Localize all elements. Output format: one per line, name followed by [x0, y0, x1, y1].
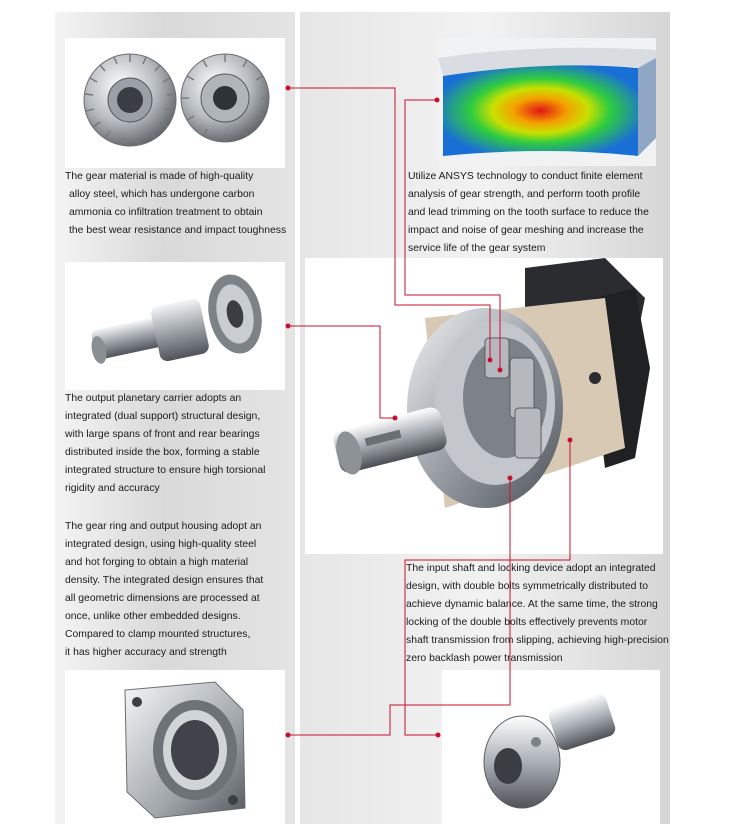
ansys-description	[408, 168, 649, 258]
input-shaft-photo	[442, 670, 660, 828]
input-shaft-line: The input shaft and locking device adopt an integrated	[406, 563, 656, 574]
gear-ring-line: Compared to clamp mounted structures,	[65, 629, 251, 640]
gear-material-line: alloy steel, which has undergone carbon	[69, 189, 255, 200]
planetary-carrier-icon	[65, 262, 285, 390]
input-shaft-description	[406, 560, 669, 668]
gear-material-description	[65, 168, 286, 240]
carrier-line: integrated (dual support) structural design,	[65, 411, 261, 422]
input-shaft-clamp-icon	[442, 670, 660, 828]
planetary-gearbox-cutaway-icon	[305, 258, 663, 554]
gear-ring-housing-photo	[65, 670, 285, 828]
stress-heatmap-icon	[438, 38, 656, 166]
ansys-line: and lead trimming on the tooth surface to reduce the	[408, 207, 649, 218]
gear-ring-line: it has higher accuracy and strength	[65, 647, 227, 658]
gear-ring-line: all geometric dimensions are processed at	[65, 593, 260, 604]
gear-material-line: ammonia co infiltration treatment to obtain	[69, 207, 263, 218]
gear-material-line: the best wear resistance and impact toughness	[69, 225, 287, 236]
gear-material-line: The gear material is made of high-quality	[65, 171, 254, 182]
ansys-heatmap-photo	[438, 38, 656, 166]
gear-pair-photo	[65, 38, 285, 168]
gear-ring-line: once, unlike other embedded designs.	[65, 611, 241, 622]
carrier-line: with large spans of front and rear bearings	[65, 429, 260, 440]
carrier-line: rigidity and accuracy	[65, 483, 160, 494]
carrier-line: distributed inside the box, forming a stable	[65, 447, 260, 458]
gearbox-cutaway-photo	[305, 258, 663, 554]
input-shaft-line: achieve dynamic balance. At the same time, the strong	[406, 599, 658, 610]
input-shaft-line: shaft transmission from slipping, achieving high-precision	[406, 635, 669, 646]
ansys-line: Utilize ANSYS technology to conduct finite element	[408, 171, 643, 182]
input-shaft-line: design, with double bolts symmetrically distributed to	[406, 581, 648, 592]
ansys-line: analysis of gear strength, and perform tooth profile	[408, 189, 641, 200]
gear-ring-line: The gear ring and output housing adopt an	[65, 521, 262, 532]
ansys-line: impact and noise of gear meshing and increase the	[408, 225, 644, 236]
gear-ring-line: integrated design, using high-quality steel	[65, 539, 257, 550]
input-shaft-line: locking of the double bolts effectively prevents motor	[406, 617, 648, 628]
ansys-line: service life of the gear system	[408, 243, 546, 254]
gear-ring-housing-icon	[65, 670, 285, 828]
input-shaft-line: zero backlash power transmission	[406, 653, 563, 664]
planetary-carrier-description	[65, 390, 265, 498]
gear-pair-icon	[65, 38, 285, 168]
carrier-line: integrated structure to ensure high torsional	[65, 465, 266, 476]
gear-ring-description	[65, 518, 263, 662]
carrier-line: The output planetary carrier adopts an	[65, 393, 242, 404]
gear-ring-line: and hot forging to obtain a high material	[65, 557, 249, 568]
planetary-carrier-photo	[65, 262, 285, 390]
gear-ring-line: density. The integrated design ensures that	[65, 575, 264, 586]
